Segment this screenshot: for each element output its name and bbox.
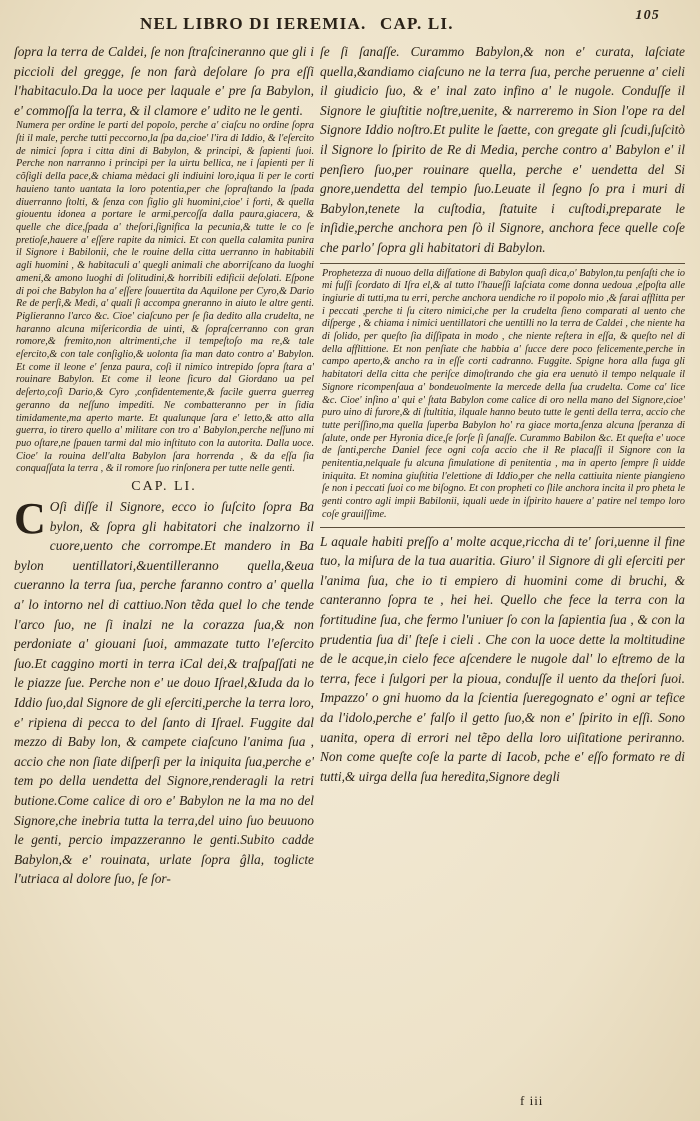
signature-mark: f iii xyxy=(520,1093,544,1108)
divider xyxy=(320,263,685,264)
right-commentary: Prophetezza di nuouo della diſfatione di Babylon quaſi dica,o' Babylon,tu penſaſti che io mi fuſſi ſcordato di Iſra el,& al tutto l'haueſſi laſciata come donna uedoua ,eſpoſta alle ingiurie di tutti,ma tu erri, perche anchora uendiche ro il popolo mio ,& farai afflitta per i peccati ,perche ti ſu citero nimici,che per la crudelta ſieno comparati al uento che diſperge , & chiama i nimici uentillatori che uentilli no la terra de Caldei , che niente ha di ſolido, per queſto ſia diſſipata in modo , che niente reſtera in eſſa, & queſto nel di della afflittione. Et non penſiate che habbia a' ſucce dere poco felicemente,perche in campo aperto,& ancho ra in eſſe corti cadranno. Fuggite. Spigne hora alla fuga gli habitatori della citta che periſce dimoſtrando che gia era uenutò il tempo nelquale il Signore ricompenſaua a' bondeuolmente la mercede della ſua crudelta. Come ca' lice &c. Cioe' inſino a' qui e' ſtata Babylon come calice di oro nella mano del Signore,cioe' puro uino di furore,& di ſtultitia, ilquale hanno beuto tutte le genti della terra, accio che tutte periſſino,ma quella ſuperba Babylon ho' ra giace morta,ſenza alcuna ſperanza di ſalute, onde per Hyronia dice,ſe ſorſe ſi ſanaſſe. Curammo Babilon &c. Et queſta e' uoce de ſanti,perche Daniel fece ogni coſa accio che il Re placaſſi il Signore con la penitentia,nelquale fu alcuna ſimulatione di penitentia , ma in aperto ſempre ſi uidde iniquita. Et nomina giuſtitia l'elettione di Iddio,per che nella cattiuita niente piangieno ſe non i peccati ſuoi co me biſogno. Et con propheti co ſlile anchora incita il pro pheta le genti contro agli impii Babilonii, iquali uede in iſpirito hauere a' patire nel tempo loro coſe grauiſſime. xyxy=(322,267,685,520)
right-scripture-top: ſe ſi ſanaſſe. Curammo Babylon,& non e' curata, laſciate quella,&andiamo ciaſcuno ne la terra ſua, perche peruenne a' cieli il giudicio ſuo, & e' inal zato infino a' le nugole. Conduſſe il Signore le giuſtitie noſtre,uenite, & narreremo in Sion l'ope ra del Signore Iddio noſtro.Et pulite le ſaette, con gregate gli ſcudi,ſuſcitò il Signore lo ſpirito de Re di Media, perche contro a' Babylon e' il penſiero ſuo,per rouinare quella, perche e' uendetta del Si gnore,uendetta del tempio ſuo.Leuate il ſegno ſo pra i muri di Babylon,tenete la cuſtodia, ſtatuite i cuſtodi,preparate le inſidie,perche anchora pen ſò il Signore, anchora fece quelle coſe che parlo' ſopra gli habitatori di Babylon. xyxy=(320,44,685,255)
left-scripture-top: ſopra la terra de Caldei, ſe non ſtraſcineranno que gli i piccioli del gregge, ſe non farà deſolare ſo pra eſſi l'habitaculo.Da la uoce per laquale e' pre ſa Babylon, e' commoſſa la terra, & il clamore e' udito ne le genti. xyxy=(14,44,314,118)
header-chapter: CAP. LI. xyxy=(380,14,454,33)
running-header xyxy=(140,6,660,36)
left-column xyxy=(14,42,314,1093)
right-column xyxy=(320,42,685,1093)
left-commentary: Numera per ordine le parti del popolo, perche a' ciaſcu no ordine ſopra ſti il male, perche tutti peccorno,la ſpa da,cioe' l'ira di Iddio, & l'eſercito de nimici ſopra i citta dini di Babylon, & principi, & ſapienti ſuoi. Perche non narranno i principi per la uirtu bellica, ne i ſapienti per li cõſigli della pace,& chiama mèdaci gli indiuini loro,iqua li per le corti hauieno tanto uantata la loro potentia,per che ſopraſtando la ſpada diuerranno ſtolti, & ſenza con ſiglio gli huomini,cioe' i forti, & quella giouentu idonea a portare le armi,percoſſa dalla paura,giacera, & quelle che dice,ſpada a' theſori,ſignifica la pecunia,& tutte le co ſe pretioſe,hauere a' eſſere rapite da nimici. Et con quella calamita punira il Signore i Babilonii, che le rouine della citta uerranno in habitabili agli huomini , & habitaculi a' quegli animali che aborriſcano da luoghi ameni,& amono luoghi di ſolitudini,& horribili edificii deſolati. Eſpone di poi che Babylon ha a' eſſere ſouuertita da Aquilone per Cyro,& Dario Re de perſi,& Medi, a' quali ſi accompa gneranno in aiuto le altre genti. Piglieranno l'arco &c. Cioe' ciaſcuno per ſe ſia dedito alla crudelta, ne haranno alcuna miſericordia de uinti, & ſopraſcerranno con gran romore,& fremito,non altrimenti,che il tempeſtoſo ma re,& tale eſercito,& con tale conſiglio,& uolonta ſia man dato contro a' Babylon. Et come il leone e' ſenza paura, coſi il nimico intrepido ſopra ſtara a' rouinare Babylon. Et come il leone ſicuro dal Giordano ua pel deſerto,coſi Dario,& Cyro ,confidentemente,& facile guerra guerreg geranno da neſſuno impediti. Ne combatteranno per in ſidia timidamente,ma aperto marte. Et qualunque ſara e' letto,& atto alla guerra, io tirero quello a' militare con tro a' Babylon,perche neſſuno mi puo oſtare,ne ſpauen tarmi dal mio inſtituto con la autorita. Dalla uoce. Cioe' la rouina dell'alta Babylon ſara horrenda , & da eſſa ſia conquaſſata la terra , & il romore ſuo rinſonera per tutte nelle genti. xyxy=(16,120,314,475)
header-book-title: NEL LIBRO DI IEREMIA. xyxy=(140,14,367,33)
drop-cap-initial: C xyxy=(14,494,46,544)
page-number: 105 xyxy=(635,8,660,23)
divider xyxy=(320,527,685,528)
right-scripture-bottom: L aquale habiti preſſo a' molte acque,riccha di te' ſori,uenne il fine tuo, la miſura de la tua auaritia. Giuro' il Signore di gli eſerciti per l'anima ſua, che io ti empiero di huomini come di bruchi, & canteranno ſopra te , hei hei. Quello che fece la terra con la fortitudine ſua, che fermo l'uniuer ſo con la ſapientia ſua , & con la prudentia ſua di' ſteſe i cieli . Che con la uoce dette la moltitudine de le acque,in cielo fece aſcendere le nugole dal' lo eſtremo de la terra, fece i ſulgori per la pioua, conduſſe il uento da theſori ſuoi. Impazzo' o gni huomo da la ſcientia ſueregognato e' ogni ar tefice da l'idolo,perche e' falſo il getto ſuo,& non e' ſpirito in eſſi. Sono uanita, opera di errori nel tẽpo della loro uiſitatione periranno. Non come queſte coſe la parte di Iacob, pche e' eſſo formato re di tutti,& uirga della ſua heredita,Signore degli xyxy=(320,533,685,784)
chapter-scripture xyxy=(14,494,314,889)
chapter-heading: CAP. LI. xyxy=(131,479,197,495)
chapter-scripture-text: Oſi diſſe il Signore, ecco io ſuſcito ſopra Ba bylon, & ſopra gli habitatori che inalzorno il cuore,uento che corrompe.Et mandero in Ba bylon uentillatori,&uentilleranno quella,&eua cueranno la terra ſua, perche faranno contro a' quella a' lo intorno nel di cattiuo.Non tẽda quel lo che tende l'arco ſuo, ne ſi inalzi ne la corazza ſua,& non perdoniate a' giouani ſuoi, ammazate tutto l'eſercito ſuo.Et caggino morti in terra iCal dei,& traſpaſſati ne le piazze ſue. Perche non e' ue douo Iſrael,&Iuda da lo Iddio ſuo,dal Signore de gli eſerciti,perche la terra loro, e' ripiena di pecca to del ſanto di Iſrael. Fuggite dal mezzo di Baby lon, & campete ciaſcuno l'anima ſua , accio che non ſiate diſperſi per la iniquita ſua,perche e' tem po della uendetta del Signore,renderagli la retri butione.Come calice di oro e' Babylon ne la ma no del Signore,che inebria tutta la terra,del uino ſuo beuuono le genti, percio impazzeranno le genti.Subito cadde Babylon,& e' rouinata, urlate ſopra ĝlla, toglicte l'utriaca al dolore ſuo, ſe ſor- xyxy=(14,499,314,887)
